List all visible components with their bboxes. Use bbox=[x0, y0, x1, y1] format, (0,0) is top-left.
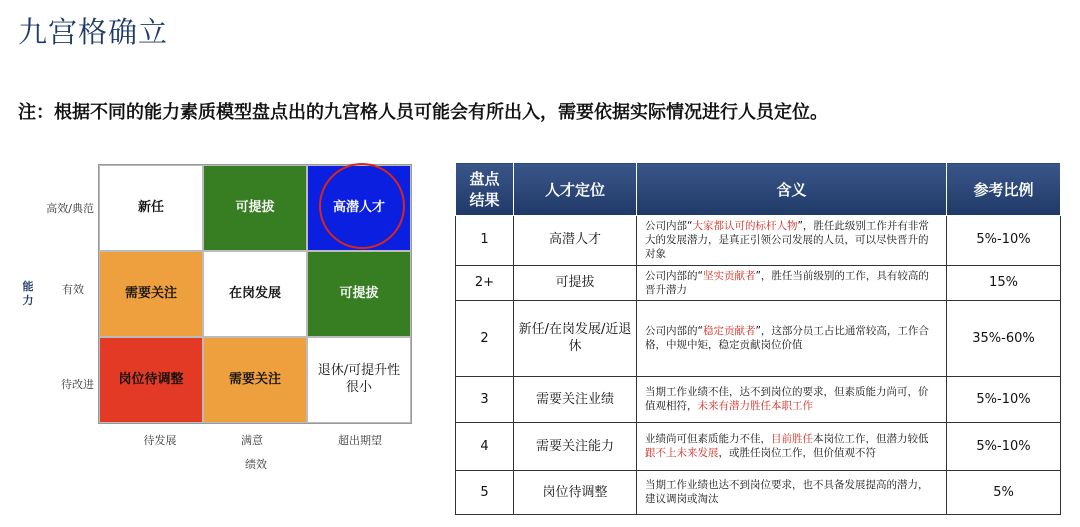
meaning-highlight: 目前胜任 bbox=[771, 433, 813, 446]
row-label-low: 待改进 bbox=[61, 378, 94, 391]
cell-promotable-mid: 可提拔 bbox=[307, 251, 411, 337]
meaning-text: ，或胜任岗位工作，但价值观不符 bbox=[718, 447, 876, 460]
meaning-text: 公司内部的“ bbox=[645, 269, 703, 282]
nine-box-grid bbox=[98, 164, 412, 424]
cell-position: 新任/在岗发展/近退休 bbox=[514, 300, 637, 376]
cell-meaning bbox=[637, 376, 947, 422]
col-label-developing: 待发展 bbox=[143, 434, 177, 447]
meaning-text: 公司内部“ bbox=[645, 220, 693, 232]
cell-needs-attention-mid: 需要关注 bbox=[99, 251, 203, 337]
table-row bbox=[456, 216, 1061, 266]
cell-result: 4 bbox=[456, 422, 514, 470]
meaning-text: 业绩尚可但素质能力不佳， bbox=[645, 433, 771, 446]
cell-needs-attention-low: 需要关注 bbox=[203, 337, 307, 423]
meaning-text: 公司内部的“ bbox=[645, 325, 703, 338]
cell-position: 高潜人才 bbox=[514, 216, 637, 266]
header-meaning: 含义 bbox=[637, 163, 947, 216]
cell-meaning bbox=[637, 216, 947, 266]
cell-to-adjust: 岗位待调整 bbox=[99, 337, 203, 423]
meaning-highlight: 稳定贡献者 bbox=[702, 325, 756, 338]
table-header-row bbox=[456, 163, 1061, 216]
cell-meaning bbox=[637, 470, 947, 514]
talent-table bbox=[455, 162, 1061, 515]
meaning-text: 本岗位工作，但潜力较低 bbox=[813, 433, 929, 446]
cell-developing: 在岗发展 bbox=[203, 251, 307, 337]
y-axis-label: 能力 bbox=[22, 280, 34, 307]
meaning-text: ”，这部分员工占比通常较高，工作合格，中规中矩，稳定贡献岗位价值 bbox=[645, 325, 929, 352]
meaning-text: ”，胜任此级别工作并有非常大的发展潜力，是真正引领公司发展的人员，可以尽快晋升的对象 bbox=[645, 220, 929, 261]
cell-high-potential: 高潜人才 bbox=[307, 165, 411, 251]
meaning-text: 当期工作业绩不佳，达不到岗位的要求，但素质能力尚可，价值观相符， bbox=[645, 386, 929, 413]
cell-ratio: 5%-10% bbox=[947, 376, 1061, 422]
table-row bbox=[456, 265, 1061, 300]
cell-result: 2+ bbox=[456, 265, 514, 300]
meaning-highlight: 未来有潜力胜任本职工作 bbox=[697, 400, 813, 413]
cell-position: 需要关注业绩 bbox=[514, 376, 637, 422]
cell-new: 新任 bbox=[99, 165, 203, 251]
cell-position: 需要关注能力 bbox=[514, 422, 637, 470]
row-label-high: 高效/典范 bbox=[46, 202, 94, 215]
meaning-text: 当期工作业绩也达不到岗位要求，也不具备发展提高的潜力，建议调岗或淘汰 bbox=[645, 479, 929, 506]
note-label: 注： bbox=[18, 102, 54, 123]
cell-ratio: 15% bbox=[947, 265, 1061, 300]
meaning-highlight: 坚实贡献者 bbox=[702, 269, 756, 282]
cell-meaning bbox=[637, 265, 947, 300]
cell-ratio: 5% bbox=[947, 470, 1061, 514]
col-label-satisfactory: 满意 bbox=[241, 434, 263, 447]
x-axis-label: 绩效 bbox=[245, 458, 267, 471]
header-result: 盘点结果 bbox=[456, 163, 514, 216]
cell-ratio: 5%-10% bbox=[947, 422, 1061, 470]
note-text: 根据不同的能力素质模型盘点出的九宫格人员可能会有所出入，需要依据实际情况进行人员定位。 bbox=[54, 102, 828, 123]
cell-meaning bbox=[637, 300, 947, 376]
meaning-highlight: 大家都认可的标杆人物 bbox=[692, 220, 798, 232]
cell-retiring: 退休/可提升性很小 bbox=[307, 337, 411, 423]
header-position: 人才定位 bbox=[514, 163, 637, 216]
cell-meaning bbox=[637, 422, 947, 470]
col-label-exceeds: 超出期望 bbox=[338, 434, 382, 447]
meaning-highlight: 跟不上未来发展 bbox=[645, 447, 719, 460]
page-title: 九宫格确立 bbox=[18, 15, 169, 49]
table-row bbox=[456, 300, 1061, 376]
header-ratio: 参考比例 bbox=[947, 163, 1061, 216]
cell-ratio: 5%-10% bbox=[947, 216, 1061, 266]
cell-promotable-top: 可提拔 bbox=[203, 165, 307, 251]
cell-ratio: 35%-60% bbox=[947, 300, 1061, 376]
cell-position: 可提拔 bbox=[514, 265, 637, 300]
table-row bbox=[456, 422, 1061, 470]
cell-result: 5 bbox=[456, 470, 514, 514]
meaning-text: ”，胜任当前级别的工作，具有较高的晋升潜力 bbox=[645, 269, 929, 296]
row-label-mid: 有效 bbox=[62, 283, 84, 296]
cell-result: 1 bbox=[456, 216, 514, 266]
table-row bbox=[456, 470, 1061, 514]
note bbox=[18, 98, 828, 124]
cell-result: 2 bbox=[456, 300, 514, 376]
table-row bbox=[456, 376, 1061, 422]
cell-result: 3 bbox=[456, 376, 514, 422]
cell-position: 岗位待调整 bbox=[514, 470, 637, 514]
